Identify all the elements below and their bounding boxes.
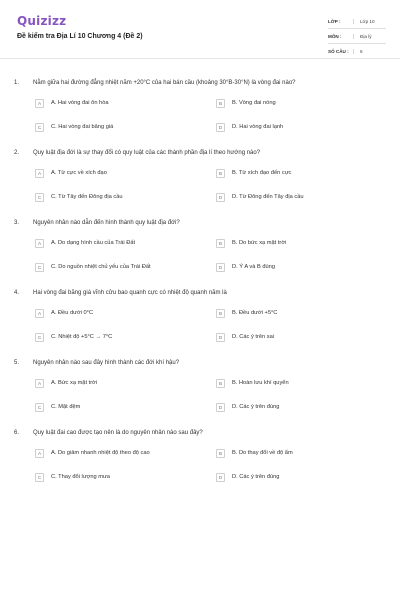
- meta-row-subject: [328, 29, 386, 44]
- option-b[interactable]: [216, 307, 372, 319]
- option-c[interactable]: [35, 331, 191, 343]
- option-letter-box: D: [216, 193, 225, 202]
- option-text: D. Các ý trên đúng: [232, 474, 280, 480]
- option-letter-box: C: [35, 333, 44, 342]
- option-b[interactable]: [216, 167, 372, 179]
- question-number: 3.: [14, 220, 20, 226]
- meta-row-question-count: [328, 44, 386, 59]
- option-letter-box: A: [35, 309, 44, 318]
- meta-label: SỐ CÂU :: [328, 48, 349, 54]
- option-letter-box: B: [216, 169, 225, 178]
- option-letter-box: C: [35, 403, 44, 412]
- meta-value: Lớp 10: [353, 19, 386, 24]
- option-letter-box: D: [216, 403, 225, 412]
- option-text: B. Đều dưới +5°C: [232, 310, 278, 316]
- question-text: Hai vòng đai băng giá vĩnh cửu bao quanh cực có nhiệt độ quanh năm là: [33, 290, 227, 296]
- option-letter-box: A: [35, 449, 44, 458]
- option-d[interactable]: [216, 331, 372, 343]
- option-text: B. Do thay đổi về độ ẩm: [232, 450, 293, 456]
- option-a[interactable]: [35, 307, 191, 319]
- question-number: 4.: [14, 290, 20, 296]
- option-b[interactable]: [216, 377, 372, 389]
- option-b[interactable]: [216, 447, 372, 459]
- option-letter-box: A: [35, 169, 44, 178]
- quizizz-logo: Quizizz: [17, 14, 67, 28]
- option-letter-box: C: [35, 193, 44, 202]
- option-a[interactable]: [35, 377, 191, 389]
- option-letter-box: D: [216, 473, 225, 482]
- option-c[interactable]: [35, 401, 191, 413]
- meta-value: 6: [353, 49, 386, 54]
- option-text: D. Ý A và B đúng: [232, 264, 275, 270]
- option-a[interactable]: [35, 167, 191, 179]
- option-letter-box: C: [35, 263, 44, 272]
- test-meta: [328, 14, 386, 59]
- option-c[interactable]: [35, 121, 191, 133]
- option-c[interactable]: [35, 471, 191, 483]
- option-text: C. Thay đổi lượng mưa: [51, 474, 110, 480]
- option-text: C. Mặt đệm: [51, 404, 81, 410]
- option-letter-box: B: [216, 449, 225, 458]
- option-text: C. Nhiệt độ +5°C → 7°C: [51, 334, 113, 340]
- meta-label: LỚP :: [328, 18, 341, 24]
- option-d[interactable]: [216, 121, 372, 133]
- option-a[interactable]: [35, 97, 191, 109]
- option-text: B. Từ xích đạo đến cực: [232, 170, 292, 176]
- option-letter-box: A: [35, 379, 44, 388]
- option-letter-box: A: [35, 99, 44, 108]
- option-letter-box: A: [35, 239, 44, 248]
- option-text: A. Do giảm nhanh nhiệt độ theo độ cao: [51, 450, 150, 456]
- option-c[interactable]: [35, 191, 191, 203]
- option-text: A. Từ cực về xích đạo: [51, 170, 107, 176]
- option-text: C. Do nguồn nhiệt chủ yếu của Trái Đất: [51, 264, 151, 270]
- option-letter-box: C: [35, 123, 44, 132]
- option-a[interactable]: [35, 237, 191, 249]
- question-text: Nằm giữa hai đường đẳng nhiệt năm +20°C của hai bán cầu (khoảng 30°B-30°N) là vòng đai nào?: [33, 80, 296, 86]
- question-text: Quy luật địa đới là sự thay đổi có quy luật của các thành phần địa lí theo hướng nào?: [33, 150, 261, 156]
- option-letter-box: B: [216, 99, 225, 108]
- header-divider: [0, 58, 400, 59]
- option-letter-box: B: [216, 379, 225, 388]
- question-number: 6.: [14, 430, 20, 436]
- option-letter-box: D: [216, 263, 225, 272]
- question-number: 1.: [14, 80, 20, 86]
- option-text: D. Các ý trên sai: [232, 334, 275, 340]
- option-letter-box: D: [216, 333, 225, 342]
- option-letter-box: D: [216, 123, 225, 132]
- option-d[interactable]: [216, 191, 372, 203]
- option-text: C. Từ Tây đến Đông địa cầu: [51, 194, 123, 200]
- meta-value: Địa lý: [353, 34, 386, 39]
- option-letter-box: C: [35, 473, 44, 482]
- option-text: A. Bức xạ mặt trời: [51, 380, 98, 386]
- question-text: Nguyên nhân nào dẫn đến hình thành quy luật địa đới?: [33, 220, 180, 226]
- option-text: C. Hai vòng đai băng giá: [51, 124, 114, 130]
- meta-label: MÔN :: [328, 33, 342, 39]
- option-letter-box: B: [216, 239, 225, 248]
- option-text: D. Các ý trên đúng: [232, 404, 280, 410]
- option-letter-box: B: [216, 309, 225, 318]
- option-c[interactable]: [35, 261, 191, 273]
- option-d[interactable]: [216, 261, 372, 273]
- option-d[interactable]: [216, 401, 372, 413]
- meta-row-class: [328, 14, 386, 29]
- option-d[interactable]: [216, 471, 372, 483]
- question-number: 2.: [14, 150, 20, 156]
- option-b[interactable]: [216, 237, 372, 249]
- option-text: B. Hoàn lưu khí quyển: [232, 380, 289, 386]
- option-text: D. Từ Đông đến Tây địa cầu: [232, 194, 304, 200]
- option-text: B. Do bức xạ mặt trời: [232, 240, 287, 246]
- option-a[interactable]: [35, 447, 191, 459]
- question-text: Nguyên nhân nào sau đây hình thành các đới khí hậu?: [33, 360, 180, 366]
- option-b[interactable]: [216, 97, 372, 109]
- option-text: D. Hai vòng đai lạnh: [232, 124, 284, 130]
- option-text: A. Hai vòng đai ôn hòa: [51, 100, 109, 106]
- question-number: 5.: [14, 360, 20, 366]
- test-title: Đề kiểm tra Địa Lí 10 Chương 4 (Đề 2): [17, 33, 143, 40]
- option-text: A. Đều dưới 0°C: [51, 310, 94, 316]
- option-text: B. Vòng đai nóng: [232, 100, 276, 106]
- option-text: A. Do dạng hình cầu của Trái Đất: [51, 240, 136, 246]
- question-text: Quy luật đai cao được tạo nên là do nguyên nhân nào sau đây?: [33, 430, 203, 436]
